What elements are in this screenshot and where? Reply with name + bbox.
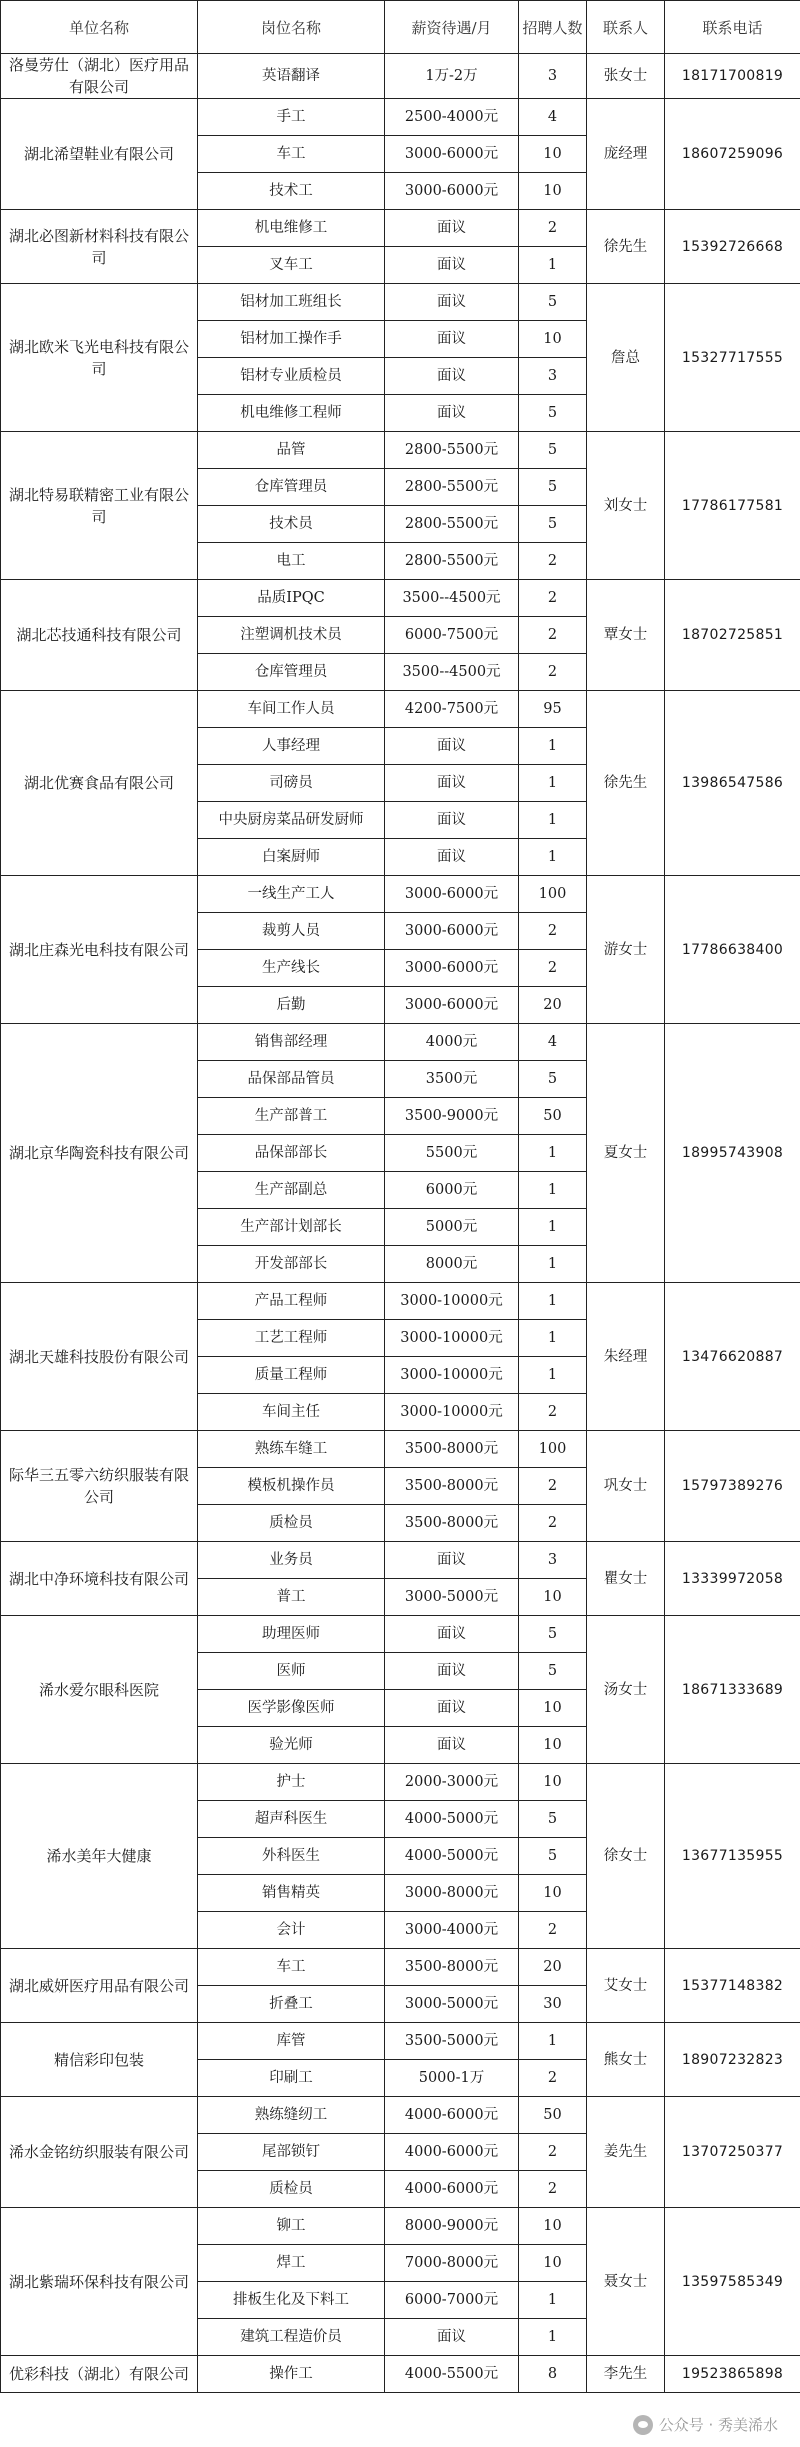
count-cell: 100 [519, 1431, 587, 1468]
position-cell: 车间工作人员 [198, 691, 385, 728]
salary-cell: 3000-5000元 [385, 1986, 519, 2023]
table-row [1, 210, 800, 247]
count-cell: 10 [519, 321, 587, 358]
salary-cell: 8000元 [385, 1246, 519, 1283]
company-name: 湖北浠望鞋业有限公司 [1, 99, 198, 210]
header-phone: 联系电话 [665, 1, 800, 54]
position-cell: 质量工程师 [198, 1357, 385, 1394]
header-position: 岗位名称 [198, 1, 385, 54]
table-row [1, 2208, 800, 2245]
contact-phone: 18171700819 [665, 54, 800, 99]
contact-phone: 13986547586 [665, 691, 800, 876]
count-cell: 1 [519, 802, 587, 839]
wechat-icon [633, 2415, 653, 2435]
contact-person: 李先生 [587, 2356, 665, 2393]
contact-person: 瞿女士 [587, 1542, 665, 1616]
company-name: 浠水美年大健康 [1, 1764, 198, 1949]
salary-cell: 3500-8000元 [385, 1468, 519, 1505]
company-name: 湖北特易联精密工业有限公司 [1, 432, 198, 580]
count-cell: 20 [519, 987, 587, 1024]
header-count: 招聘人数 [519, 1, 587, 54]
salary-cell: 4000-6000元 [385, 2097, 519, 2134]
contact-phone: 15797389276 [665, 1431, 800, 1542]
contact-person: 徐先生 [587, 691, 665, 876]
position-cell: 尾部锁钉 [198, 2134, 385, 2171]
position-cell: 生产部计划部长 [198, 1209, 385, 1246]
company-name: 湖北庄森光电科技有限公司 [1, 876, 198, 1024]
contact-person: 姜先生 [587, 2097, 665, 2208]
count-cell: 2 [519, 1468, 587, 1505]
position-cell: 后勤 [198, 987, 385, 1024]
salary-cell: 2800-5500元 [385, 432, 519, 469]
table-row [1, 2356, 800, 2393]
count-cell: 10 [519, 2208, 587, 2245]
position-cell: 品管 [198, 432, 385, 469]
count-cell: 10 [519, 173, 587, 210]
salary-cell: 2500-4000元 [385, 99, 519, 136]
count-cell: 10 [519, 1727, 587, 1764]
company-name: 精信彩印包装 [1, 2023, 198, 2097]
salary-cell: 4000-6000元 [385, 2134, 519, 2171]
count-cell: 2 [519, 913, 587, 950]
salary-cell: 面议 [385, 1542, 519, 1579]
position-cell: 仓库管理员 [198, 654, 385, 691]
count-cell: 1 [519, 1209, 587, 1246]
contact-person: 聂女士 [587, 2208, 665, 2356]
count-cell: 3 [519, 1542, 587, 1579]
position-cell: 医师 [198, 1653, 385, 1690]
company-name: 湖北欧米飞光电科技有限公司 [1, 284, 198, 432]
salary-cell: 3000-6000元 [385, 173, 519, 210]
position-cell: 医学影像医师 [198, 1690, 385, 1727]
count-cell: 2 [519, 210, 587, 247]
contact-person: 游女士 [587, 876, 665, 1024]
contact-phone: 19523865898 [665, 2356, 800, 2393]
header-company: 单位名称 [1, 1, 198, 54]
salary-cell: 7000-8000元 [385, 2245, 519, 2282]
position-cell: 人事经理 [198, 728, 385, 765]
position-cell: 铆工 [198, 2208, 385, 2245]
count-cell: 5 [519, 1801, 587, 1838]
position-cell: 建筑工程造价员 [198, 2319, 385, 2356]
count-cell: 1 [519, 728, 587, 765]
company-name: 优彩科技（湖北）有限公司 [1, 2356, 198, 2393]
count-cell: 5 [519, 469, 587, 506]
position-cell: 铝材加工班组长 [198, 284, 385, 321]
position-cell: 印刷工 [198, 2060, 385, 2097]
contact-phone: 15377148382 [665, 1949, 800, 2023]
contact-person: 巩女士 [587, 1431, 665, 1542]
table-row [1, 99, 800, 136]
contact-person: 徐女士 [587, 1764, 665, 1949]
table-row [1, 1949, 800, 1986]
position-cell: 品保部品管员 [198, 1061, 385, 1098]
contact-phone: 15392726668 [665, 210, 800, 284]
position-cell: 白案厨师 [198, 839, 385, 876]
count-cell: 1 [519, 1172, 587, 1209]
job-table-body [1, 54, 800, 2393]
position-cell: 操作工 [198, 2356, 385, 2393]
contact-phone: 13677135955 [665, 1764, 800, 1949]
position-cell: 技术员 [198, 506, 385, 543]
company-name: 浠水金铭纺织服装有限公司 [1, 2097, 198, 2208]
position-cell: 铝材加工操作手 [198, 321, 385, 358]
count-cell: 1 [519, 2282, 587, 2319]
header-salary: 薪资待遇/月 [385, 1, 519, 54]
count-cell: 30 [519, 1986, 587, 2023]
company-name: 洛曼劳仕（湖北）医疗用品有限公司 [1, 54, 198, 99]
contact-person: 徐先生 [587, 210, 665, 284]
salary-cell: 面议 [385, 1690, 519, 1727]
table-row [1, 54, 800, 99]
salary-cell: 5000元 [385, 1209, 519, 1246]
header-contact: 联系人 [587, 1, 665, 54]
position-cell: 生产线长 [198, 950, 385, 987]
salary-cell: 3000-6000元 [385, 950, 519, 987]
position-cell: 普工 [198, 1579, 385, 1616]
table-row [1, 284, 800, 321]
salary-cell: 面议 [385, 802, 519, 839]
salary-cell: 5000-1万 [385, 2060, 519, 2097]
salary-cell: 3500-5000元 [385, 2023, 519, 2060]
position-cell: 中央厨房菜品研发厨师 [198, 802, 385, 839]
company-name: 湖北威妍医疗用品有限公司 [1, 1949, 198, 2023]
contact-phone: 17786638400 [665, 876, 800, 1024]
salary-cell: 面议 [385, 284, 519, 321]
table-row [1, 1283, 800, 1320]
count-cell: 50 [519, 1098, 587, 1135]
contact-person: 艾女士 [587, 1949, 665, 2023]
salary-cell: 面议 [385, 395, 519, 432]
position-cell: 熟练车缝工 [198, 1431, 385, 1468]
salary-cell: 2000-3000元 [385, 1764, 519, 1801]
salary-cell: 1万-2万 [385, 54, 519, 99]
position-cell: 机电维修工程师 [198, 395, 385, 432]
salary-cell: 6000-7500元 [385, 617, 519, 654]
salary-cell: 3000-6000元 [385, 876, 519, 913]
position-cell: 排板生化及下料工 [198, 2282, 385, 2319]
salary-cell: 4000-5000元 [385, 1838, 519, 1875]
count-cell: 20 [519, 1949, 587, 1986]
salary-cell: 2800-5500元 [385, 543, 519, 580]
salary-cell: 4000元 [385, 1024, 519, 1061]
salary-cell: 3000-4000元 [385, 1912, 519, 1949]
position-cell: 车工 [198, 1949, 385, 1986]
contact-phone: 15327717555 [665, 284, 800, 432]
salary-cell: 3500-8000元 [385, 1431, 519, 1468]
count-cell: 100 [519, 876, 587, 913]
salary-cell: 面议 [385, 1727, 519, 1764]
position-cell: 销售精英 [198, 1875, 385, 1912]
salary-cell: 6000-7000元 [385, 2282, 519, 2319]
contact-phone: 17786177581 [665, 432, 800, 580]
position-cell: 仓库管理员 [198, 469, 385, 506]
count-cell: 2 [519, 1912, 587, 1949]
contact-person: 张女士 [587, 54, 665, 99]
watermark-text: 公众号 · 秀美浠水 [658, 2416, 778, 2434]
salary-cell: 3000-10000元 [385, 1357, 519, 1394]
table-row [1, 1764, 800, 1801]
position-cell: 机电维修工 [198, 210, 385, 247]
table-row [1, 876, 800, 913]
watermark [633, 2414, 778, 2435]
salary-cell: 3500元 [385, 1061, 519, 1098]
salary-cell: 3000-6000元 [385, 913, 519, 950]
salary-cell: 面议 [385, 1616, 519, 1653]
salary-cell: 面议 [385, 210, 519, 247]
count-cell: 5 [519, 1838, 587, 1875]
count-cell: 1 [519, 1320, 587, 1357]
count-cell: 1 [519, 1135, 587, 1172]
salary-cell: 3500--4500元 [385, 654, 519, 691]
position-cell: 车间主任 [198, 1394, 385, 1431]
count-cell: 5 [519, 1616, 587, 1653]
contact-phone: 18607259096 [665, 99, 800, 210]
position-cell: 折叠工 [198, 1986, 385, 2023]
position-cell: 注塑调机技术员 [198, 617, 385, 654]
table-row [1, 1024, 800, 1061]
table-row [1, 1616, 800, 1653]
header-row [1, 1, 800, 54]
contact-phone: 13597585349 [665, 2208, 800, 2356]
salary-cell: 面议 [385, 321, 519, 358]
position-cell: 助理医师 [198, 1616, 385, 1653]
position-cell: 品质IPQC [198, 580, 385, 617]
table-row [1, 691, 800, 728]
contact-person: 夏女士 [587, 1024, 665, 1283]
company-name: 湖北京华陶瓷科技有限公司 [1, 1024, 198, 1283]
salary-cell: 3000-8000元 [385, 1875, 519, 1912]
position-cell: 护士 [198, 1764, 385, 1801]
count-cell: 2 [519, 1505, 587, 1542]
position-cell: 技术工 [198, 173, 385, 210]
salary-cell: 3500-8000元 [385, 1505, 519, 1542]
table-row [1, 432, 800, 469]
count-cell: 2 [519, 617, 587, 654]
contact-phone: 13476620887 [665, 1283, 800, 1431]
table-row [1, 2097, 800, 2134]
contact-person: 朱经理 [587, 1283, 665, 1431]
contact-phone: 13707250377 [665, 2097, 800, 2208]
contact-person: 覃女士 [587, 580, 665, 691]
position-cell: 业务员 [198, 1542, 385, 1579]
position-cell: 超声科医生 [198, 1801, 385, 1838]
table-row [1, 1431, 800, 1468]
contact-person: 刘女士 [587, 432, 665, 580]
position-cell: 叉车工 [198, 247, 385, 284]
count-cell: 5 [519, 432, 587, 469]
count-cell: 1 [519, 839, 587, 876]
salary-cell: 3000-10000元 [385, 1320, 519, 1357]
position-cell: 库管 [198, 2023, 385, 2060]
position-cell: 会计 [198, 1912, 385, 1949]
position-cell: 电工 [198, 543, 385, 580]
salary-cell: 5500元 [385, 1135, 519, 1172]
count-cell: 1 [519, 1283, 587, 1320]
company-name: 际华三五零六纺织服装有限公司 [1, 1431, 198, 1542]
count-cell: 10 [519, 136, 587, 173]
count-cell: 5 [519, 284, 587, 321]
contact-person: 熊女士 [587, 2023, 665, 2097]
count-cell: 2 [519, 580, 587, 617]
position-cell: 英语翻译 [198, 54, 385, 99]
salary-cell: 3000-10000元 [385, 1283, 519, 1320]
salary-cell: 4200-7500元 [385, 691, 519, 728]
position-cell: 手工 [198, 99, 385, 136]
count-cell: 2 [519, 1394, 587, 1431]
count-cell: 95 [519, 691, 587, 728]
table-row [1, 580, 800, 617]
position-cell: 工艺工程师 [198, 1320, 385, 1357]
position-cell: 验光师 [198, 1727, 385, 1764]
salary-cell: 3000-6000元 [385, 987, 519, 1024]
company-name: 湖北紫瑞环保科技有限公司 [1, 2208, 198, 2356]
count-cell: 1 [519, 247, 587, 284]
salary-cell: 4000-6000元 [385, 2171, 519, 2208]
count-cell: 10 [519, 1579, 587, 1616]
salary-cell: 6000元 [385, 1172, 519, 1209]
position-cell: 生产部普工 [198, 1098, 385, 1135]
count-cell: 2 [519, 950, 587, 987]
salary-cell: 面议 [385, 839, 519, 876]
contact-phone: 18671333689 [665, 1616, 800, 1764]
count-cell: 2 [519, 2134, 587, 2171]
position-cell: 销售部经理 [198, 1024, 385, 1061]
salary-cell: 面议 [385, 765, 519, 802]
salary-cell: 3500-9000元 [385, 1098, 519, 1135]
salary-cell: 3000-10000元 [385, 1394, 519, 1431]
contact-person: 詹总 [587, 284, 665, 432]
count-cell: 5 [519, 395, 587, 432]
position-cell: 车工 [198, 136, 385, 173]
salary-cell: 面议 [385, 247, 519, 284]
company-name: 湖北优赛食品有限公司 [1, 691, 198, 876]
company-name: 湖北芯技通科技有限公司 [1, 580, 198, 691]
salary-cell: 2800-5500元 [385, 506, 519, 543]
position-cell: 一线生产工人 [198, 876, 385, 913]
salary-cell: 3500--4500元 [385, 580, 519, 617]
count-cell: 5 [519, 1061, 587, 1098]
salary-cell: 4000-5000元 [385, 1801, 519, 1838]
salary-cell: 面议 [385, 358, 519, 395]
count-cell: 50 [519, 2097, 587, 2134]
count-cell: 1 [519, 1357, 587, 1394]
table-row [1, 1542, 800, 1579]
count-cell: 8 [519, 2356, 587, 2393]
salary-cell: 3000-6000元 [385, 136, 519, 173]
salary-cell: 2800-5500元 [385, 469, 519, 506]
contact-person: 庞经理 [587, 99, 665, 210]
salary-cell: 4000-5500元 [385, 2356, 519, 2393]
count-cell: 1 [519, 1246, 587, 1283]
position-cell: 外科医生 [198, 1838, 385, 1875]
count-cell: 1 [519, 2023, 587, 2060]
count-cell: 10 [519, 1875, 587, 1912]
count-cell: 2 [519, 543, 587, 580]
company-name: 湖北中净环境科技有限公司 [1, 1542, 198, 1616]
count-cell: 2 [519, 2171, 587, 2208]
count-cell: 10 [519, 2245, 587, 2282]
salary-cell: 8000-9000元 [385, 2208, 519, 2245]
salary-cell: 3500-8000元 [385, 1949, 519, 1986]
position-cell: 生产部副总 [198, 1172, 385, 1209]
company-name: 浠水爱尔眼科医院 [1, 1616, 198, 1764]
position-cell: 裁剪人员 [198, 913, 385, 950]
position-cell: 产品工程师 [198, 1283, 385, 1320]
contact-phone: 18907232823 [665, 2023, 800, 2097]
count-cell: 10 [519, 1690, 587, 1727]
count-cell: 1 [519, 2319, 587, 2356]
position-cell: 质检员 [198, 2171, 385, 2208]
position-cell: 品保部部长 [198, 1135, 385, 1172]
position-cell: 焊工 [198, 2245, 385, 2282]
count-cell: 4 [519, 1024, 587, 1061]
company-name: 湖北天雄科技股份有限公司 [1, 1283, 198, 1431]
salary-cell: 面议 [385, 728, 519, 765]
count-cell: 2 [519, 654, 587, 691]
salary-cell: 3000-5000元 [385, 1579, 519, 1616]
company-name: 湖北必图新材料科技有限公司 [1, 210, 198, 284]
position-cell: 开发部部长 [198, 1246, 385, 1283]
count-cell: 2 [519, 2060, 587, 2097]
count-cell: 3 [519, 358, 587, 395]
count-cell: 5 [519, 1653, 587, 1690]
contact-phone: 18702725851 [665, 580, 800, 691]
salary-cell: 面议 [385, 1653, 519, 1690]
position-cell: 模板机操作员 [198, 1468, 385, 1505]
contact-phone: 13339972058 [665, 1542, 800, 1616]
position-cell: 质检员 [198, 1505, 385, 1542]
count-cell: 5 [519, 506, 587, 543]
count-cell: 3 [519, 54, 587, 99]
count-cell: 1 [519, 765, 587, 802]
position-cell: 熟练缝纫工 [198, 2097, 385, 2134]
count-cell: 10 [519, 1764, 587, 1801]
table-row [1, 2023, 800, 2060]
position-cell: 司磅员 [198, 765, 385, 802]
contact-phone: 18995743908 [665, 1024, 800, 1283]
contact-person: 汤女士 [587, 1616, 665, 1764]
salary-cell: 面议 [385, 2319, 519, 2356]
count-cell: 4 [519, 99, 587, 136]
position-cell: 铝材专业质检员 [198, 358, 385, 395]
